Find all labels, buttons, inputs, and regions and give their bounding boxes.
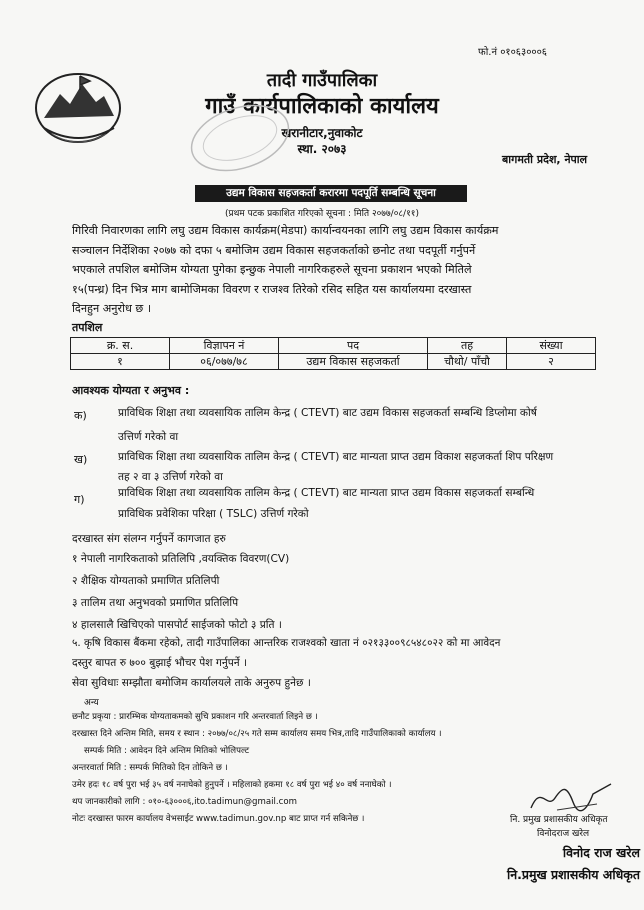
established-year: स्था. २०७३ bbox=[297, 142, 347, 156]
phone-number: फो.नं ०१०६३०००६ bbox=[478, 47, 548, 58]
qualification-label: ग) bbox=[74, 493, 85, 506]
note-item: उमेर हदः १८ वर्ष पुरा भई ३५ वर्ष ननाघेको हुनुपर्ने । महिलाको हकमा १८ वर्ष पुरा भई ४० वर्ष ननाघेको । bbox=[72, 780, 392, 790]
document-item: दस्तुर बापत रु ७०० बुझाई भौचर पेश गर्नुपर्ने । bbox=[72, 657, 247, 669]
note-item: छनौट प्रकृया : प्रारम्भिक योग्यताकमको सुचि प्रकाशन गरि अन्तरवार्ता लिइने छ । bbox=[72, 712, 318, 722]
qualification-label: ख) bbox=[74, 453, 88, 466]
notice-title: उद्यम विकास सहजकर्ता करारमा पदपूर्ति सम्बन्धि सूचना bbox=[195, 185, 467, 202]
intro-line: गिरिवी निवारणका लागि लघु उद्यम विकास कार्यक्रम(मेडपा) कार्यान्वयनका लागि लघु उद्यम विकास कार्यक्रम bbox=[72, 224, 499, 237]
municipality-name: तादी गाउँपालिका bbox=[266, 70, 378, 91]
qualifications-title: आवश्यक योग्यता र अनुभव : bbox=[72, 384, 190, 397]
table-header: पद bbox=[279, 338, 428, 354]
document-item: ४ हालसालै खिचिएको पासपोर्ट साईजको फोटो ३ प्रति । bbox=[72, 619, 282, 631]
qualification-line: प्राविधिक शिक्षा तथा व्यवसायिक तालिम केन्द्र ( CTEVT) बाट मान्यता प्राप्त उद्यम विकाश सहजकर्ता शिप परिक्षण bbox=[118, 451, 554, 463]
table-header: क्र. स. bbox=[71, 338, 170, 354]
stamp-name: विनोद राज खरेल bbox=[562, 845, 640, 860]
contact-info: थप जानकारीको लागि : ०१०-६३०००६,ito.tadimun@gmail.com bbox=[72, 797, 298, 807]
office-name: गाउँ कार्यपालिकाको कार्यालय bbox=[205, 94, 439, 119]
table-cell: २ bbox=[507, 354, 596, 370]
documents-title: दरखास्त संग संलग्न गर्नुपर्ने कागजात हरु bbox=[72, 533, 226, 545]
signatory-title: नि. प्रमुख प्रशासकीय अधिकृत bbox=[510, 815, 608, 825]
document-item: १ नेपाली नागरिकताको प्रतिलिपि ,वयक्तिक विवरण(CV) bbox=[72, 553, 290, 565]
table-row bbox=[71, 354, 596, 370]
service-terms: सेवा सुविधाः सम्झौता बमोजिम कार्यालयले ताके अनुरुप हुनेछ । bbox=[72, 677, 311, 689]
document-item: २ शैक्षिक योग्यताको प्रमाणित प्रतिलिपी bbox=[72, 575, 220, 587]
notice-subtitle: (प्रथम पटक प्रकाशित गरिएको सूचना : मिति २०७७/०८/११) bbox=[225, 209, 419, 219]
note-item: दरखास्त दिने अन्तिम मिति, समय र स्थान : २०७७/०८/२५ गते सम्म कार्यालय समय भित्र,तादि गाउँपालिकाको कार्यालय । bbox=[72, 729, 442, 739]
table-cell: १ bbox=[71, 354, 170, 370]
qualification-line: तह २ वा ३ उत्तिर्ण गरेको वा bbox=[118, 471, 223, 483]
stamp-title: नि.प्रमुख प्रशासकीय अधिकृत bbox=[506, 867, 640, 882]
table-cell: उद्यम विकास सहजकर्ता bbox=[279, 354, 428, 370]
qualification-line: प्राविधिक शिक्षा तथा व्यवसायिक तालिम केन्द्र ( CTEVT) बाट मान्यता प्राप्त उद्यम विकास सहजकर्ता सम्बन्धि bbox=[118, 487, 535, 499]
document-item: ३ तालिम तथा अनुभवको प्रमाणित प्रतिलिपि bbox=[72, 597, 239, 609]
office-address: खरानीटार,नुवाकोट bbox=[281, 126, 363, 140]
table-label: तपशिल bbox=[72, 321, 103, 334]
table-header: तह bbox=[428, 338, 507, 354]
faded-stamp-icon bbox=[170, 100, 300, 180]
qualification-line: उत्तिर्ण गरेको वा bbox=[118, 431, 179, 443]
notes-title: अन्य bbox=[84, 698, 99, 708]
province-label: बागमती प्रदेश, नेपाल bbox=[502, 153, 588, 166]
qualification-line: प्राविधिक शिक्षा तथा व्यवसायिक तालिम केन्द्र ( CTEVT) बाट उद्यम विकास सहजकर्ता सम्बन्धि डिप्लोमा कोर्ष bbox=[118, 407, 537, 419]
intro-paragraph bbox=[72, 221, 644, 319]
qualification-label: क) bbox=[74, 409, 87, 422]
note-item: सम्पर्क मिति : आवेदन दिने अन्तिम मितिको भोलिपल्ट bbox=[84, 746, 250, 756]
table-cell: ०६/०७७/७८ bbox=[170, 354, 279, 370]
signature-icon bbox=[527, 780, 617, 816]
intro-line: भएकाले तपशिल बमोजिम योग्यता पुगेका इन्छुक नेपाली नागरिकहरुले सूचना प्रकाशन भएको मितिले bbox=[72, 263, 472, 276]
document-item: ५. कृषि विकास बैंकमा रहेको, तादी गाउँपालिका आन्तरिक राजश्वको खाता नं ०२१३३००९८५४८०२२ को मा आवेदन bbox=[72, 637, 501, 649]
table-header-row bbox=[71, 338, 596, 354]
note-item: अन्तरवार्ता मिति : सम्पर्क मितिको दिन तोकिने छ । bbox=[72, 763, 228, 773]
intro-line: सञ्चालन निर्देशिका २०७७ को दफा ५ बमोजिम उद्यम विकास सहजकर्ताको छनोट तथा पदपूर्ती गर्नुपर्ने bbox=[72, 243, 476, 257]
intro-line: १५(पन्ध्र) दिन भित्र माग बामोजिमका विवरण र राजश्व तिरेको रसिद सहित यस कार्यालयमा दरखास्त bbox=[72, 282, 472, 296]
table-header: संख्या bbox=[507, 338, 596, 354]
intro-line: दिनहुन अनुरोध छ । bbox=[72, 302, 152, 315]
signatory-name: विनोदराज खरेल bbox=[537, 829, 590, 839]
signature-stamp bbox=[490, 842, 640, 886]
vacancy-table bbox=[70, 337, 596, 370]
qualification-line: प्राविधिक प्रवेशिका परिक्षा ( TSLC) उत्तिर्ण गरेको bbox=[118, 508, 309, 520]
table-header: विज्ञापन नं bbox=[170, 338, 279, 354]
table-cell: चौथो/ पाँचौ bbox=[428, 354, 507, 370]
website-note: नोटः दरखास्त फारम कार्यालय वेभसाईट www.tadimun.gov.np बाट प्राप्त गर्न सकिनेछ । bbox=[72, 814, 365, 824]
